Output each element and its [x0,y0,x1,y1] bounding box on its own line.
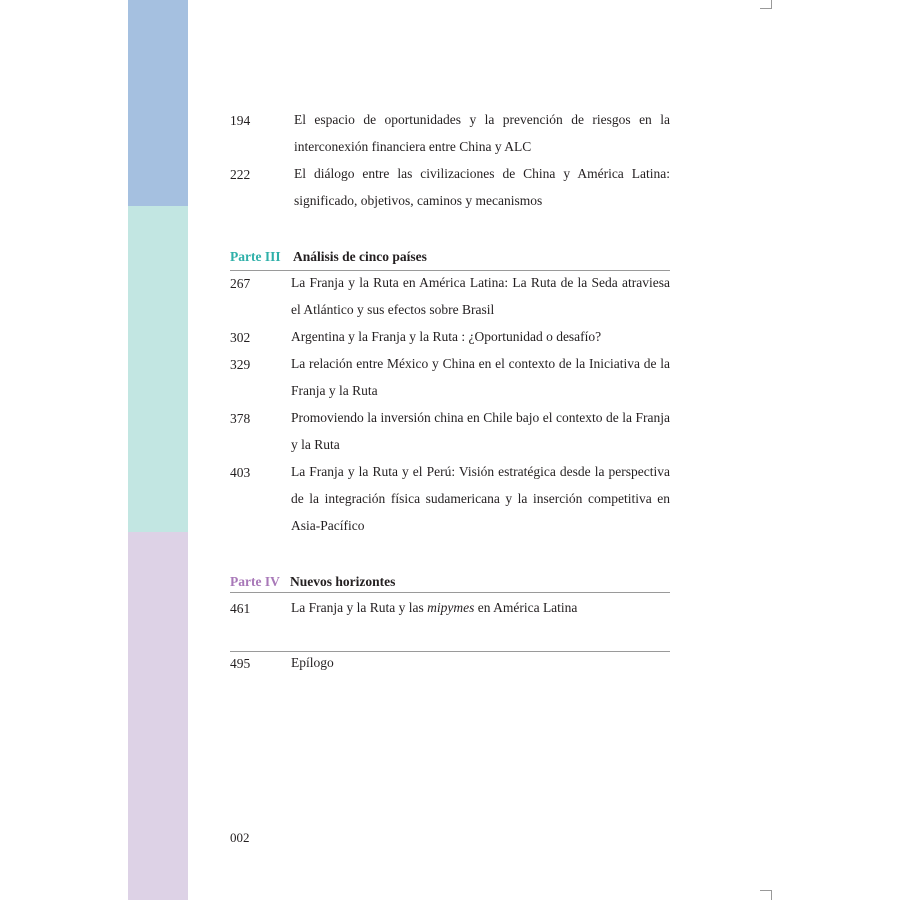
entry-page-number: 267 [230,276,251,291]
entry-title-italic: mipymes [427,600,475,615]
entry-title: El diálogo entre las civilizaciones de China y América Latina: significado, objetivos, caminos y mecanismos [294,166,670,208]
part-iii-heading[interactable] [230,249,670,267]
entry-title: Promoviendo la inversión china en Chile bajo el contexto de la Franja y la Ruta [291,410,670,452]
entry-title: Argentina y la Franja y la Ruta : ¿Oportunidad o desafío? [291,329,602,344]
entry-title-end: en América Latina [474,600,578,615]
side-band-middle [128,206,188,532]
side-band-top [128,0,188,206]
crop-mark-top-v [771,0,772,9]
toc-entry-302[interactable] [230,330,670,350]
toc-entry-329[interactable] [230,357,670,402]
folio-page-number: 002 [230,830,250,845]
toc-entry-403[interactable] [230,465,670,537]
toc-entry-378[interactable] [230,411,670,456]
toc-entry-461[interactable] [230,601,670,621]
toc-entry-495[interactable] [230,656,670,676]
crop-mark-bottom-v [771,890,772,900]
entry-title-start: La Franja y la Ruta y las [291,600,428,615]
entry-title: La Franja y la Ruta en América Latina: La Ruta de la Seda atraviesa el Atlántico y sus efectos sobre Brasil [291,275,670,317]
toc-entry-267[interactable] [230,276,670,321]
part-iii-title: Análisis de cinco países [293,249,427,264]
entry-page-number: 194 [230,113,251,128]
entry-page-number: 222 [230,167,251,182]
entry-title: El espacio de oportunidades y la prevención de riesgos en la interconexión financiera entre China y ALC [294,112,670,154]
entry-page-number: 495 [230,656,251,671]
part-iv-heading[interactable] [230,574,670,592]
entry-title: La relación entre México y China en el contexto de la Iniciativa de la Franja y la Ruta [291,356,670,398]
part-iii-label: Parte III [230,249,281,264]
entry-title: Epílogo [291,655,334,670]
entry-page-number: 329 [230,357,251,372]
entry-title: La Franja y la Ruta y el Perú: Visión estratégica desde la perspectiva de la integración física sudamericana y la inserción competitiva en Asia-Pacífico [291,464,670,533]
part-iv-title: Nuevos horizontes [290,574,396,589]
part-iv-label: Parte IV [230,574,280,589]
entry-title [291,594,670,621]
side-band-bottom [128,532,188,900]
toc-entry-194[interactable] [230,113,670,158]
table-of-contents [230,0,670,900]
part-iv-rule [230,592,670,593]
toc-entry-222[interactable] [230,167,670,212]
entry-page-number: 403 [230,465,251,480]
entry-page-number: 378 [230,411,251,426]
entry-page-number: 461 [230,601,251,616]
entry-page-number: 302 [230,330,251,345]
